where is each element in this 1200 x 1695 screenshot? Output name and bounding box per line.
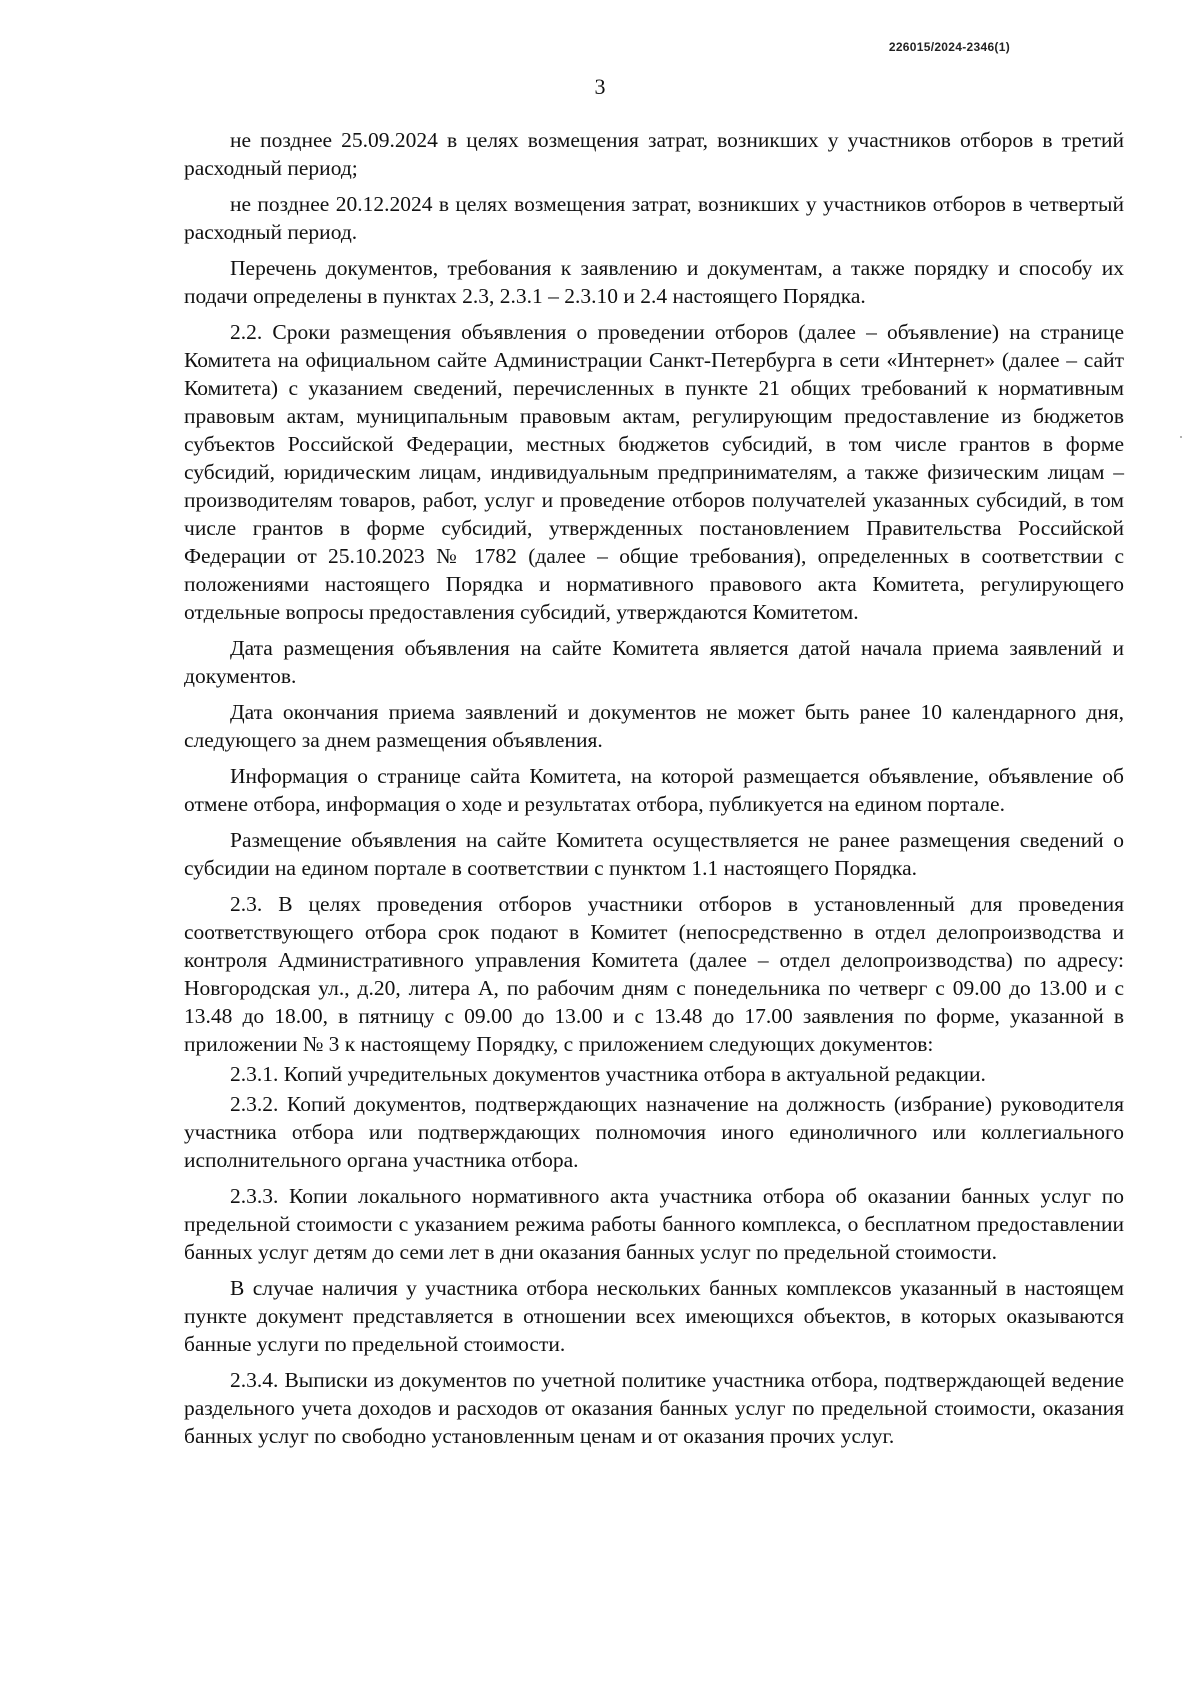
paragraph-2-3-2-appointment-documents: 2.3.2. Копий документов, подтверждающих назначение на должность (избрание) руководителя участника отбора или подтверждающих полномочия иного единоличного или коллегиального исполнительного органа участника отбора. [184, 1092, 1124, 1172]
paragraph-2-3-1-founding-documents: 2.3.1. Копий учредительных документов участника отбора в актуальной редакции. [230, 1062, 986, 1086]
paragraph-announcement-start-date: Дата размещения объявления на сайте Комитета является датой начала приема заявлений и документов. [184, 636, 1124, 688]
paragraph-multiple-complexes: В случае наличия у участника отбора нескольких банных комплексов указанный в настоящем пункте документ представляется в отношении всех имеющихся объектов, в которых оказываются банные услуги по предельной стоимости. [184, 1276, 1124, 1356]
page-number: 3 [594, 74, 606, 99]
paragraph-announcement-placement: Размещение объявления на сайте Комитета осуществляется не ранее размещения сведений о субсидии на едином портале в соответствии с пунктом 1.1 настоящего Порядка. [184, 828, 1124, 880]
document-registration-number: 226015/2024-2346(1) [888, 40, 1010, 54]
paragraph-deadline-third-period: не позднее 25.09.2024 в целях возмещения затрат, возникших у участников отборов в третий расходный период; [184, 128, 1124, 180]
paragraph-portal-information: Информация о странице сайта Комитета, на которой размещается объявление, объявление об отмене отбора, информация о ходе и результатах отбора, публикуется на едином портале. [184, 764, 1124, 816]
paragraph-deadline-fourth-period: не позднее 20.12.2024 в целях возмещения затрат, возникших у участников отборов в четвертый расходный период. [184, 192, 1124, 244]
paragraph-2-3-3-local-act: 2.3.3. Копии локального нормативного акта участника отбора об оказании банных услуг по предельной стоимости с указанием режима работы банного комплекса, о бесплатном предоставлении банных услуг детям до семи лет в дни оказания банных услуг по предельной стоимости. [184, 1184, 1124, 1264]
paragraph-announcement-end-date: Дата окончания приема заявлений и документов не может быть ранее 10 календарного дня, следующего за днем размещения объявления. [184, 700, 1124, 752]
paragraph-2-3-application-submission: 2.3. В целях проведения отборов участники отборов в установленный для проведения соответствующего отбора срок подают в Комитет (непосредственно в отдел делопроизводства и контроля Административного управления Комитета (далее – отдел делопроизводства) по адресу: Новгородская ул., д.20, литера А, по рабочим дням с понедельника по четверг с 09.00 до 13.00 и с 13.48 до 18.00, в пятницу с 09.00 до 13.00 и с 13.48 до 17.00 заявления по форме, указанной в приложении № 3 к настоящему Порядку, с приложением следующих документов: [184, 892, 1124, 1056]
paragraph-documents-list: Перечень документов, требования к заявлению и документам, а также порядку и способу их подачи определены в пунктах 2.3, 2.3.1 – 2.3.10 и 2.4 настоящего Порядка. [184, 256, 1124, 308]
paragraph-2-2-announcement-terms: 2.2. Сроки размещения объявления о проведении отборов (далее – объявление) на странице Комитета на официальном сайте Администрации Санкт-Петербурга в сети «Интернет» (далее – сайт Комитета) с указанием сведений, перечисленных в пункте 21 общих требований к нормативным правовым актам, муниципальным правовым актам, регулирующим предоставление из бюджетов субъектов Российской Федерации, местных бюджетов субсидий, в том числе грантов в форме субсидий, юридическим лицам, индивидуальным предпринимателям, а также физическим лицам – производителям товаров, работ, услуг и проведение отборов получателей указанных субсидий, в том числе грантов в форме субсидий, утвержденных постановлением Правительства Российской Федерации от 25.10.2023 № 1782 (далее – общие требования), определенных в соответствии с положениями настоящего Порядка и нормативного правового акта Комитета, регулирующего отдельные вопросы предоставления субсидий, утверждаются Комитетом. [184, 320, 1124, 624]
document-body [184, 126, 1124, 1458]
paragraph-2-3-4-accounting-policy: 2.3.4. Выписки из документов по учетной политике участника отбора, подтверждающей ведение раздельного учета доходов и расходов от оказания банных услуг по предельной стоимости, оказания банных услуг по свободно установленным ценам и от оказания прочих услуг. [184, 1368, 1124, 1448]
scan-speck [1180, 436, 1182, 438]
